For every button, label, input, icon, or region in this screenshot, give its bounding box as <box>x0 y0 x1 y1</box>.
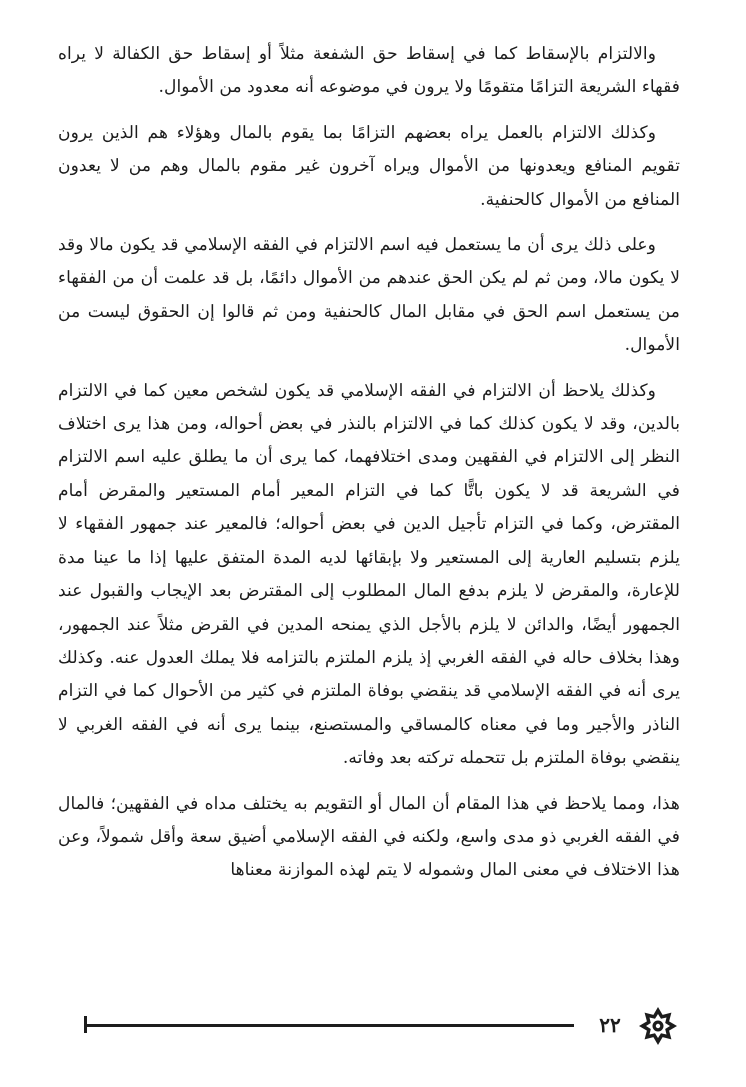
paragraph-1: والالتزام بالإسقاط كما في إسقاط حق الشفعة مثلاً أو إسقاط حق الكفالة لا يراه فقهاء الشريعة التزامًا متقومًا ولا يرون في موضوعه أنه معدود من الأموال. <box>58 44 680 98</box>
paragraph-3: وعلى ذلك يرى أن ما يستعمل فيه اسم الالتزام في الفقه الإسلامي قد يكون مالا وقد لا يكون مالا، ومن ثم لم يكن الحق عندهم من الأموال دائمًا، بل قد علمت أن من الفقهاء من يستعمل اسم الحق في مقابل المال كالحنفية ومن ثم قالوا إن الحقوق ليست من الأموال. <box>58 235 680 356</box>
star-ornament-icon <box>637 1005 679 1047</box>
paragraph-5: هذا، ومما يلاحظ في هذا المقام أن المال أو التقويم به يختلف مداه في الفقهين؛ فالمال في الفقه الغربي ذو مدى واسع، ولكنه في الفقه الإسلامي أضيق سعة وأقل شمولاً، وعن هذا الاختلاف في معنى المال وشموله لا يتم لهذه الموازنة معناها <box>58 793 680 881</box>
paragraph-4: وكذلك يلاحظ أن الالتزام في الفقه الإسلامي قد يكون لشخص معين كما في الالتزام بالدين، وقد لا يكون كذلك كما في الالتزام بالنذر في بعض أحواله، ومن هذا يرى اختلاف النظر إلى الالتزام في الفقهين ومدى اختلافهما، كما يرى أن ما يطلق عليه اسم الالتزام في الشريعة قد لا يكون باتًّا كما في التزام المعير أمام المستعير والمقرض أمام المقترض، وكما في التزام تأجيل الدين في بعض أحواله؛ فالمعير عند جمهور الفقهاء لا يلزم بتسليم العارية إلى المستعير ولا بإبقائها لديه المدة المتفق عليها إذا ما عينا مدة للإعارة، والمقرض لا يلزم بدفع المال المطلوب إلى المقترض بعد الإيجاب والقبول عند الجمهور أيضًا، والدائن لا يلزم بالأجل الذي يمنحه المدين في القرض مثلاً عند الجمهور، وهذا بخلاف حاله في الفقه الغربي إذ يلزم الملتزم بالتزامه فلا يملك العدول عنه. وكذلك يرى أنه في الفقه الإسلامي قد ينقضي بوفاة الملتزم في كثير من الأحوال كما في التزام الناذر والأجير وما في معناه كالمساقي والمستصنع، بينما يرى أنه في الفقه الغربي لا ينقضي بوفاة الملتزم بل تتحمله تركته بعد وفاته. <box>58 380 680 769</box>
body-text <box>58 38 680 888</box>
footer-rule <box>86 1024 574 1027</box>
paragraph-2: وكذلك الالتزام بالعمل يراه بعضهم التزامًا بما يقوم بالمال وهؤلاء هم الذين يرون تقويم المنافع ويعدونها من الأموال ويراه آخرون غير مقوم بالمال وهم من لا يعدون المنافع من الأموال كالحنفية. <box>58 122 680 210</box>
page-number: ٢٢ <box>599 1013 621 1037</box>
